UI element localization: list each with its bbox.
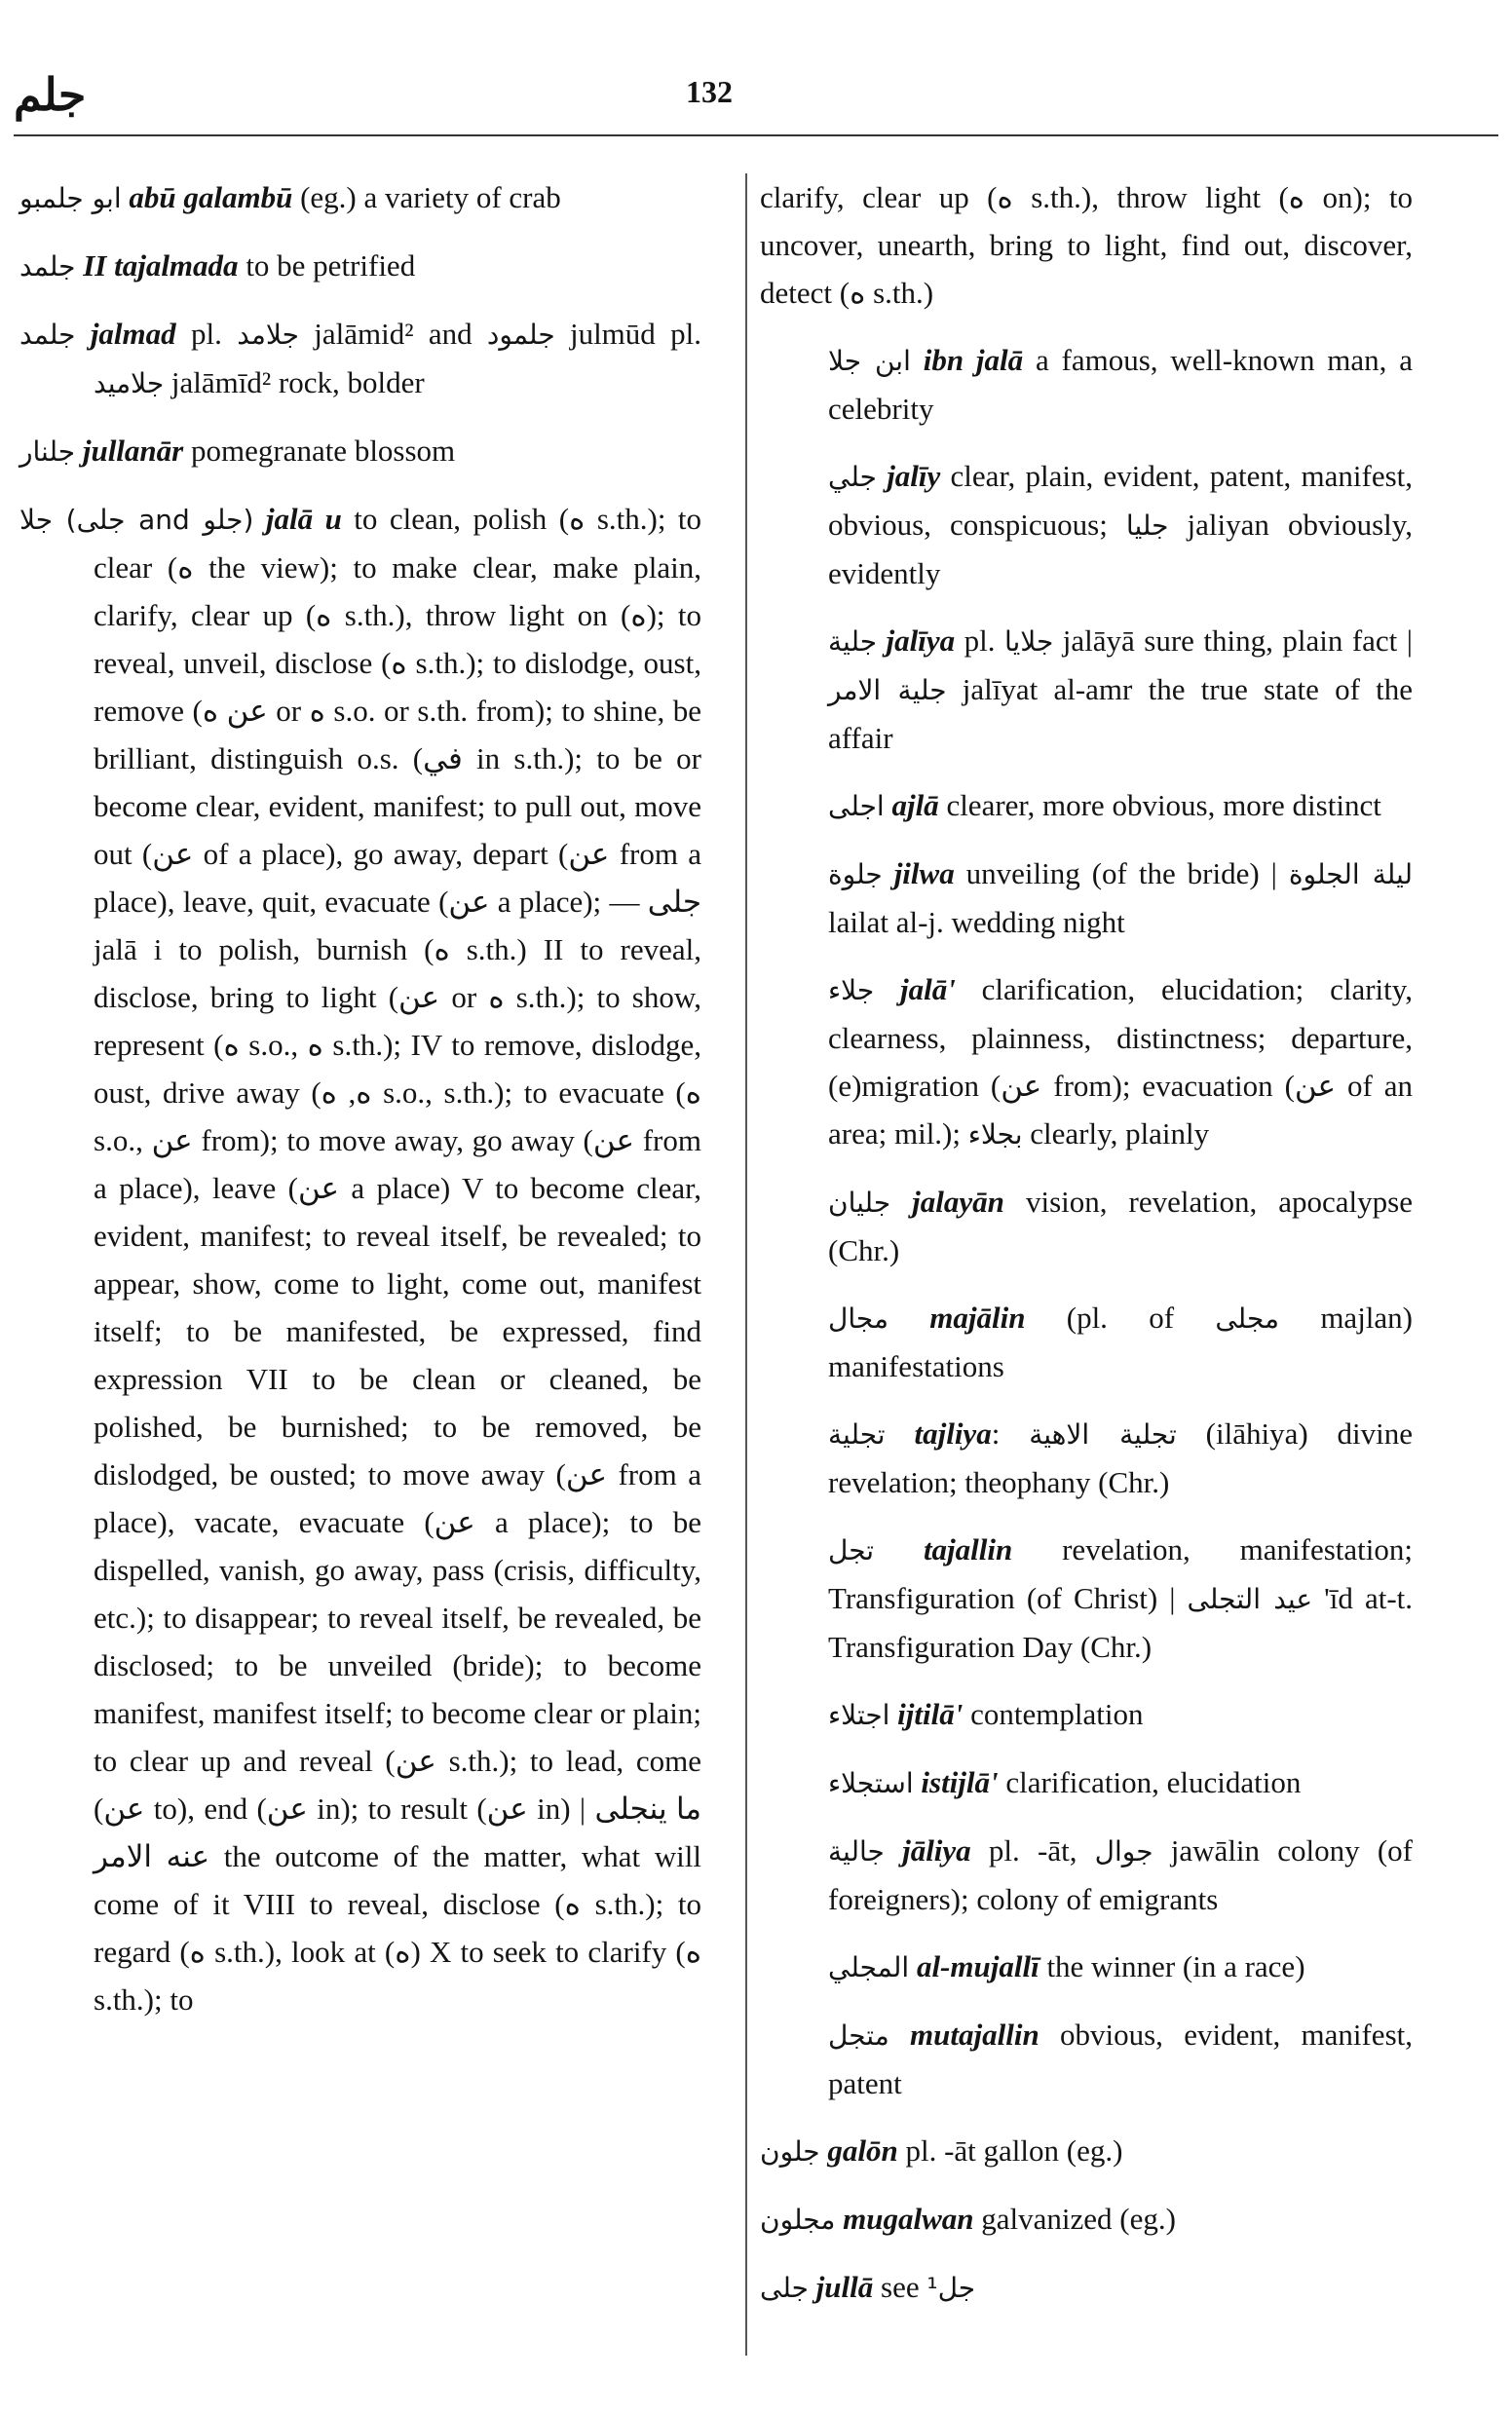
definition-text: pl. (655, 317, 701, 351)
dictionary-entry (19, 310, 701, 407)
dictionary-entry (760, 1410, 1413, 1506)
dictionary-entry (760, 2263, 1413, 2312)
dictionary-entry (19, 173, 701, 222)
definition-text: (eg.) a variety of crab (292, 180, 561, 214)
transliteration: jalīya (886, 623, 956, 658)
transliteration: jalā u (265, 502, 342, 536)
arabic-headword: تجل (828, 1534, 875, 1566)
dictionary-entry (760, 336, 1413, 433)
arabic-headword: ابن جلا (828, 345, 911, 377)
transliteration: jalā' (900, 972, 956, 1006)
dictionary-entry (760, 2127, 1413, 2175)
left-column (19, 173, 701, 2043)
definition-text: jalāyā (1053, 623, 1135, 658)
transliteration: jullanār (82, 434, 184, 468)
arabic-headword: متجل (828, 2019, 889, 2052)
definition-text: lailat al-j. (828, 905, 944, 939)
dictionary-entry (760, 1294, 1413, 1390)
definition-text: pl. (955, 623, 1004, 658)
definition-text: the true state of the affair (828, 672, 1413, 755)
arabic-form: جلمود (486, 319, 555, 351)
dictionary-entry (19, 427, 701, 475)
dictionary-entry (760, 173, 1413, 317)
definition-text: julmūd (554, 317, 656, 351)
definition-text: unveiling (of the bride) | (954, 856, 1289, 890)
dictionary-entry (760, 1758, 1413, 1807)
definition-text: jalīyat al-amr (946, 672, 1133, 706)
arabic-form: ليلة الجلوة (1288, 858, 1414, 890)
transliteration: ijtilā' (897, 1697, 964, 1731)
arabic-headword: جالية (828, 1835, 885, 1868)
definition-text: pl. -āt gallon (eg.) (897, 2133, 1123, 2168)
arabic-form: جليا (1125, 509, 1169, 542)
dictionary-entry (760, 781, 1413, 830)
arabic-headword: مجلون (760, 2204, 836, 2236)
arabic-headword: جلوة (828, 858, 883, 890)
arabic-form: جوال (1094, 1835, 1153, 1868)
transliteration: mutajallin (910, 2018, 1040, 2052)
arabic-headword: تجلية (828, 1418, 886, 1451)
definition-text: sure thing, plain fact | (1134, 623, 1413, 658)
transliteration: jalmad (90, 317, 176, 351)
dictionary-entry (760, 452, 1413, 597)
arabic-form: جلايا (1003, 625, 1054, 658)
arabic-headword: جلية (828, 625, 878, 658)
arabic-form: ¹جل (926, 2272, 976, 2304)
dictionary-entry (760, 2195, 1413, 2244)
transliteration: al-mujallī (916, 1949, 1040, 1983)
arabic-headword: مجال (828, 1302, 888, 1335)
definition-text: (ilāhiya) divine revelation; theophany (Chr.) (828, 1416, 1413, 1499)
arabic-headword: جلمد (19, 319, 76, 351)
transliteration: ajlā (891, 788, 939, 822)
transliteration: jāliya (902, 1833, 971, 1868)
definition-text: pl. (175, 317, 238, 351)
definition-text: : (991, 1416, 1030, 1451)
arabic-headword: جلون (760, 2135, 820, 2168)
definition-text: obviously, evidently (828, 508, 1413, 590)
definition-text: jalāmid² and (298, 317, 487, 351)
arabic-headword: ابو جلمبو (19, 182, 122, 214)
dictionary-entry (760, 1943, 1413, 1991)
dictionary-entry (19, 495, 701, 2023)
dictionary-entry (760, 2011, 1413, 2107)
arabic-form: جلامد (237, 319, 299, 351)
transliteration: tajliya (914, 1416, 992, 1451)
definition-text: to clean, polish (ه s.th.); to clear (ه the view); to make clear, make plain, clarify, clear up (ه s.th.), throw light on (ه); to reveal, unveil, disclose (ه s.th.); to dislodge, oust, remove (عن ه or ه s.o. or s.th. from); to shine, be brilliant, distinguish o.s. (في in s.th.); to be or become clear, evident, manifest; to pull out, move out (عن of a place), go away, depart (عن from a place), leave, quit, evacuate (عن a place); — جلى jalā i to polish, burnish (ه s.th.) II to reveal, disclose, bring to light (عن or ه s.th.); to show, represent (ه s.o., ه s.th.); IV to remove, dislodge, oust, drive away (ه, ه s.o., s.th.); to evacuate (ه s.o., عن from); to move away, go away (عن from a place), leave (عن a place) V to become clear, evident, manifest; to reveal itself, be revealed; to appear, show, come to light, come out, manifest itself; to be manifested, be expressed, find expression VII to be clean or cleaned, be polished, be burnished; to be removed, be dislodged, be ousted; to move away (عن from a place), vacate, evacuate (عن a place); to be dispelled, vanish, go away, pass (crisis, difficulty, etc.); to disappear; to reveal itself, be revealed, be disclosed; to be unveiled (bride); to become manifest, manifest itself; to become clear or plain; to clear up and reveal (عن s.th.); to lead, come (عن to), end (عن in); to result (عن in) | ما ينجلى عنه الامر the outcome of the matter, what will come of it VIII to reveal, disclose (ه s.th.); to regard (ه s.th.), look at (ه) X to seek to clarify (ه s.th.); to (94, 502, 702, 2017)
arabic-headword: جلي (828, 461, 877, 493)
dictionary-entry (760, 1827, 1413, 1923)
definition-text: clearer, more obvious, more distinct (938, 788, 1381, 822)
definition-text: clear, plain, evident, patent, manifest, obvious, conspicuous; (828, 459, 1413, 542)
transliteration: istijlā' (921, 1765, 999, 1799)
definition-text: clarification, elucidation (998, 1765, 1302, 1799)
transliteration: galōn (827, 2133, 898, 2168)
definition-text: see (873, 2270, 927, 2304)
dictionary-entry (760, 617, 1413, 762)
arabic-headword: استجلاء (828, 1767, 914, 1799)
definition-text: clarify, clear up (ه s.th.), throw light (ه on); to uncover, unearth, bring to light, find out, discover, detect (ه s.th.) (760, 180, 1413, 310)
dictionary-entry (760, 965, 1413, 1158)
definition-text: pl. -āt, (970, 1833, 1095, 1868)
transliteration: jalayān (912, 1185, 1004, 1219)
header-rule (14, 134, 1498, 136)
right-column (760, 173, 1413, 2331)
arabic-form: عيد التجلى (1187, 1583, 1313, 1615)
arabic-form: تجلية الاهية (1029, 1418, 1177, 1451)
definition-text: majlan) manifestations (828, 1301, 1414, 1383)
arabic-form: جلاميد (94, 367, 165, 399)
transliteration: II tajalmada (83, 248, 239, 283)
arabic-headword: المجلي (828, 1951, 910, 1983)
definition-text: clarification, elucidation; clarity, clearness, plainness, distinctness; departure, (e)migration (عن from); evacuation (عن of an area; mil.); (828, 972, 1414, 1151)
definition-text: vision, revelation, apocalypse (Chr.) (828, 1185, 1413, 1267)
definition-text: Transfiguration Day (Chr.) (828, 1630, 1153, 1664)
page-number: 132 (686, 74, 733, 109)
definition-text: wedding night (943, 905, 1125, 939)
definition-text: contemplation (963, 1697, 1144, 1731)
arabic-headword: جلمد (19, 250, 76, 283)
definition-text: (pl. of (1025, 1301, 1216, 1335)
transliteration: ibn jalā (923, 343, 1024, 377)
definition-text: revelation, manifestation; Transfiguration (of Christ) | (828, 1532, 1413, 1615)
definition-text: the winner (in a race) (1039, 1949, 1305, 1983)
arabic-headword: (جلو and جلى) جلا (19, 504, 254, 536)
page-header (14, 64, 1498, 142)
definition-text: colony (of foreigners); colony of emigrants (828, 1833, 1414, 1916)
transliteration: tajallin (923, 1532, 1013, 1566)
transliteration: jalīy (887, 459, 941, 493)
dictionary-entry (760, 1178, 1413, 1274)
transliteration: jilwa (893, 856, 955, 890)
transliteration: mugalwan (843, 2202, 974, 2236)
arabic-headword: جلى (760, 2272, 809, 2304)
definition-text: to be petrified (238, 248, 416, 283)
arabic-headword: جلنار (19, 435, 76, 468)
definition-text: clearly, plainly (1022, 1116, 1210, 1151)
definition-text: jawālin (1153, 1833, 1261, 1868)
dictionary-entry (760, 1526, 1413, 1671)
definition-text: galvanized (eg.) (973, 2202, 1176, 2236)
transliteration: jullā (815, 2270, 874, 2304)
arabic-headword: جليان (828, 1187, 891, 1219)
definition-text: a famous, well-known man, a celebrity (828, 343, 1413, 426)
definition-text: obvious, evident, manifest, patent (828, 2018, 1413, 2100)
dictionary-entry (19, 242, 701, 290)
definition-text: jalāmīd² rock, bolder (164, 365, 425, 399)
definition-text: jaliyan (1168, 508, 1269, 542)
arabic-headword: اجتلاء (828, 1699, 890, 1731)
column-divider (745, 173, 747, 2356)
dictionary-entry (760, 849, 1413, 946)
transliteration: majālin (929, 1301, 1026, 1335)
guide-word: جلم (14, 70, 87, 120)
dictionary-entry (760, 1690, 1413, 1739)
transliteration: abū galambū (129, 180, 293, 214)
arabic-form: بجلاء (967, 1118, 1023, 1151)
arabic-headword: اجلى (828, 790, 885, 822)
arabic-form: جلية الامر (828, 674, 947, 706)
definition-text: 'īd at-t. (1312, 1581, 1413, 1615)
arabic-form: مجلى (1215, 1302, 1280, 1335)
definition-text: pomegranate blossom (183, 434, 456, 468)
arabic-headword: جلاء (828, 974, 875, 1006)
